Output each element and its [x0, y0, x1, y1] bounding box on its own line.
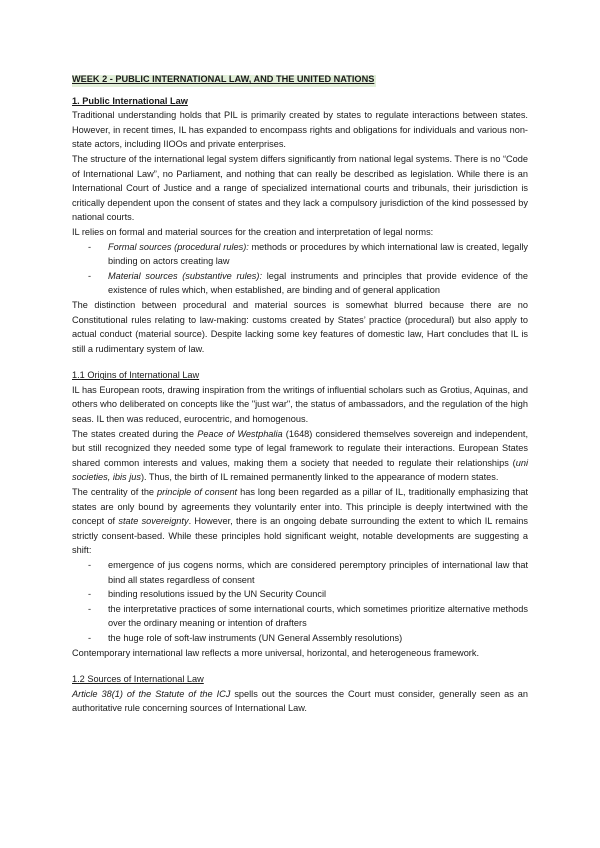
section-heading-sources: 1.2 Sources of International Law — [72, 674, 204, 685]
paragraph: IL has European roots, drawing inspiration from the writings of influential scholars such as Grotius, Aquinas, and others who deliberated on concepts like the "just war", the status of ambassadors, and the regulation of the high seas. IL then was reduced, eurocentric, and homogenous. — [72, 384, 528, 425]
emphasis: principle of consent — [157, 487, 238, 498]
section-heading-origins: 1.1 Origins of International Law — [72, 370, 200, 381]
section-heading-public-international-law: 1. Public International Law — [72, 95, 188, 106]
text-run: The centrality of the — [72, 487, 158, 498]
emphasis: Peace of Westphalia — [197, 428, 283, 439]
text-run: spells out the sources the Court must consider, generally seen as an authoritative rule concerning sources of International Law. — [72, 688, 528, 714]
text-run: has long been regarded as a pillar of IL, traditionally emphasizing that states are only bound by agreements they voluntarily enter into. This principle is deeply intertwined with the concept of — [72, 487, 528, 527]
emphasis: uni societies, ibis jus — [72, 457, 528, 483]
paragraph: The distinction between procedural and material sources is somewhat blurred because there are no Constitutional rules relating to law-making: customs created by States’ practice (procedural) but also apply to actual conduct (material source). Despite lacking some key features of domestic law, Hart concludes that IL is still a rudimentary system of law. — [72, 299, 528, 354]
paragraph — [72, 427, 528, 485]
list-item — [108, 269, 528, 298]
list-item-text: legal instruments and principles that provide evidence of the existence of rules which, when established, are binding and of general application — [108, 270, 528, 296]
list-item: - the interpretative practices of some international courts, which sometimes prioritize alternative methods over the ordinary meaning or intention of drafters — [108, 602, 528, 631]
paragraph — [72, 687, 528, 716]
emphasis: Article 38(1) of the Statute of the ICJ — [72, 688, 231, 699]
paragraph: IL relies on formal and material sources for the creation and interpretation of legal norms: — [72, 226, 434, 237]
text-run: . However, there is an ongoing debate surrounding the extent to which IL remains strictly consent-based. While these principles hold significant weight, notable developments are suggesting a shift: — [72, 516, 528, 556]
list-item: - the huge role of soft-law instruments (UN General Assembly resolutions) — [108, 631, 528, 646]
list-item: - emergence of jus cogens norms, which are considered peremptory principles of international law that bind all states regardless of consent — [108, 558, 528, 587]
list-item-text: methods or procedures by which international law is created, legally binding on actors creating law — [108, 241, 528, 267]
paragraph: Traditional understanding holds that PIL is primarily created by states to regulate interactions between states. However, in recent times, IL has expanded to encompass rights and obligations for individuals and various non-state actors, including IIOOs and private enterprises. — [72, 110, 528, 150]
text-run: ). Thus, the birth of IL remained permanently linked to the appearance of modern states. — [140, 472, 499, 483]
text-run: The states created during the — [72, 428, 198, 439]
sources-list — [72, 240, 528, 298]
list-item-term: Formal sources (procedural rules): — [108, 241, 249, 252]
document-title: WEEK 2 - PUBLIC INTERNATIONAL LAW, AND THE UNITED NATIONS — [72, 72, 376, 87]
list-item-term: Material sources (substantive rules): — [108, 270, 262, 281]
paragraph: The structure of the international legal system differs significantly from national legal systems. There is no “Code of International Law”, no Parliament, and nothing that can really be described as legislation. While there is an International Court of Justice and a range of specialized international courts and tribunals, their jurisdiction is critically dependent upon the consent of states and they lack a compulsory jurisdiction of the kind possessed by national courts. — [72, 153, 528, 223]
paragraph — [72, 485, 528, 558]
paragraph: Contemporary international law reflects a more universal, horizontal, and heterogeneous framework. — [72, 647, 480, 658]
text-run: (1648) considered themselves sovereign and independent, but still recognized they needed some type of legal framework to regulate their interactions. European States shared common interests and values, making them a society that needed to regulate their relationships ( — [72, 428, 528, 468]
emphasis: state sovereignty — [118, 516, 189, 527]
shifts-list — [72, 558, 528, 646]
list-item — [108, 240, 528, 269]
list-item: - binding resolutions issued by the UN Security Council — [108, 587, 528, 602]
